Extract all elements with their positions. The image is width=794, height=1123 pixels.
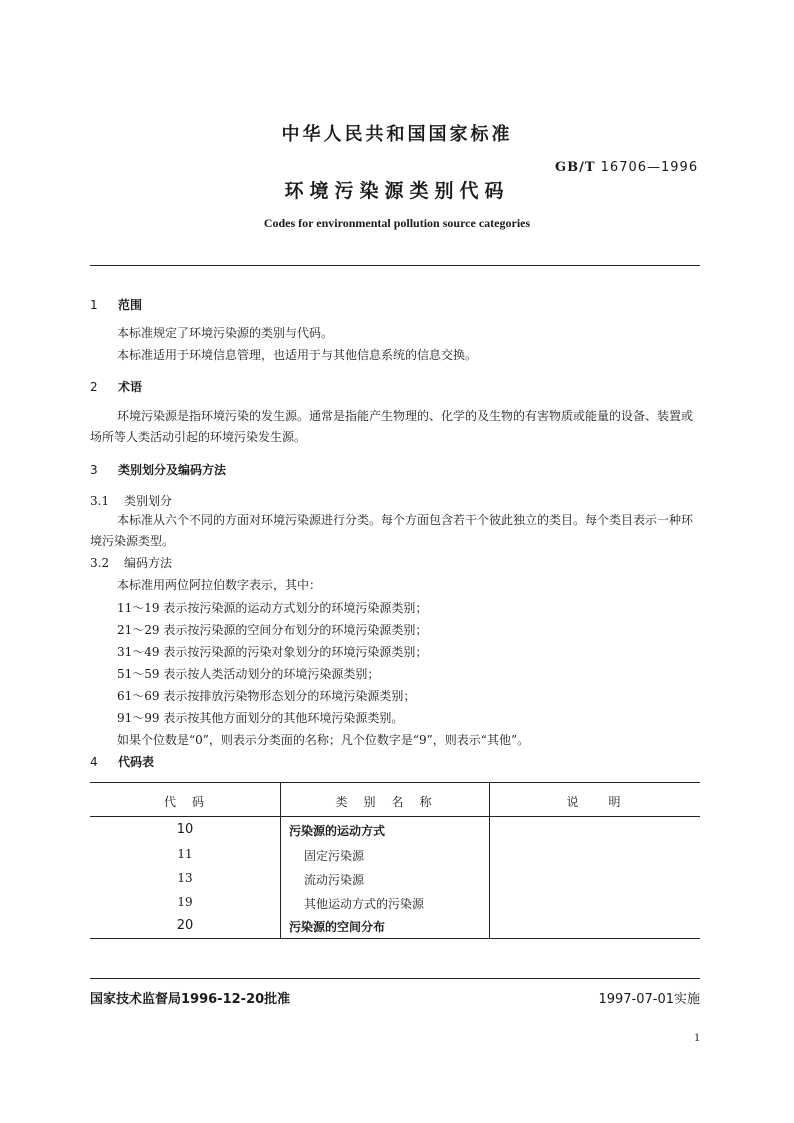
header-rule (90, 265, 700, 266)
coding-note: 如果个位数是“0”，则表示分类面的名称；凡个位数字是“9”，则表示“其他”。 (117, 733, 530, 747)
table-row-name: 污染源的空间分布 (289, 920, 386, 934)
subsection-3-1-heading (90, 492, 172, 509)
section-2-paragraph: 环境污染源是指环境污染的发生源。通常是指能产生物理的、化学的及生物的有害物质或能量的设备、装置或场所等人类活动引起的环境污染发生源。 (90, 409, 694, 444)
section-1-heading (90, 296, 142, 313)
section-2-heading (90, 378, 142, 395)
standard-prefix: GB/T (555, 160, 596, 175)
subsection-3-2-heading (90, 554, 172, 571)
table-row-name: 流动污染源 (304, 873, 365, 887)
table-row-name: 固定污染源 (304, 849, 365, 863)
document-title-zh: 环境污染源类别代码 (284, 180, 510, 202)
coding-rule-line: 61～69 表示按排放污染物形态划分的环境污染源类别； (117, 689, 416, 703)
section-number: 2 (90, 380, 98, 394)
table-row-name: 其他运动方式的污染源 (304, 897, 425, 911)
section-title: 代码表 (118, 755, 155, 769)
subsection-number: 3.1 (90, 494, 110, 508)
table-row-code: 13 (177, 871, 193, 885)
coding-rule-line: 21～29 表示按污染源的空间分布划分的环境污染源类别； (117, 623, 428, 637)
table-header-code: 代 码 (163, 795, 206, 809)
section-number: 4 (90, 755, 98, 769)
table-header-name: 类 别 名 称 (335, 795, 434, 809)
subsection-number: 3.2 (90, 556, 110, 570)
section-title: 类别划分及编码方法 (118, 463, 227, 477)
footer-rule (90, 978, 700, 979)
standard-number (555, 160, 698, 175)
table-header-rule (90, 816, 700, 817)
subsection-title: 类别划分 (124, 494, 173, 508)
section-number: 3 (90, 463, 98, 477)
approval-date: 国家技术监督局1996-12-20批准 (90, 992, 291, 1007)
standard-number-value: 16706—1996 (600, 160, 699, 175)
section-title: 范围 (118, 298, 143, 312)
section-3-heading (90, 461, 226, 478)
section-1-paragraph-2: 本标准适用于环境信息管理，也适用于与其他信息系统的信息交换。 (117, 348, 478, 362)
coding-rule-line: 91～99 表示按其他方面划分的其他环境污染源类别。 (117, 711, 404, 725)
coding-intro: 本标准用两位阿拉伯数字表示，其中： (117, 578, 322, 592)
subsection-3-1-paragraph: 本标准从六个不同的方面对环境污染源进行分类。每个方面包含若干个彼此独立的类目。每个类目表示一种环境污染源类型。 (90, 513, 694, 548)
table-bottom-rule (90, 938, 700, 939)
coding-rule-line: 11～19 表示按污染源的运动方式划分的环境污染源类别； (117, 601, 428, 615)
table-row-name: 污染源的运动方式 (289, 824, 386, 838)
table-row-code: 20 (176, 918, 194, 933)
table-row-code: 11 (177, 847, 193, 861)
table-top-rule (90, 782, 700, 783)
implementation-date: 1997-07-01实施 (598, 992, 700, 1007)
table-row-code: 10 (176, 822, 194, 837)
table-header-remarks: 说 明 (566, 795, 623, 809)
section-4-heading (90, 753, 154, 770)
subsection-title: 编码方法 (124, 556, 173, 570)
section-1-paragraph-1: 本标准规定了环境污染源的类别与代码。 (117, 326, 334, 340)
national-standard-heading: 中华人民共和国国家标准 (281, 124, 513, 145)
table-row-code: 19 (177, 895, 193, 909)
coding-rule-line: 51～59 表示按人类活动划分的环境污染源类别； (117, 667, 380, 681)
section-title: 术语 (118, 380, 143, 394)
section-number: 1 (90, 298, 98, 312)
coding-rule-line: 31～49 表示按污染源的污染对象划分的环境污染源类别； (117, 645, 428, 659)
document-title-en: Codes for environmental pollution source categories (263, 216, 531, 230)
page-number: 1 (694, 1030, 700, 1044)
